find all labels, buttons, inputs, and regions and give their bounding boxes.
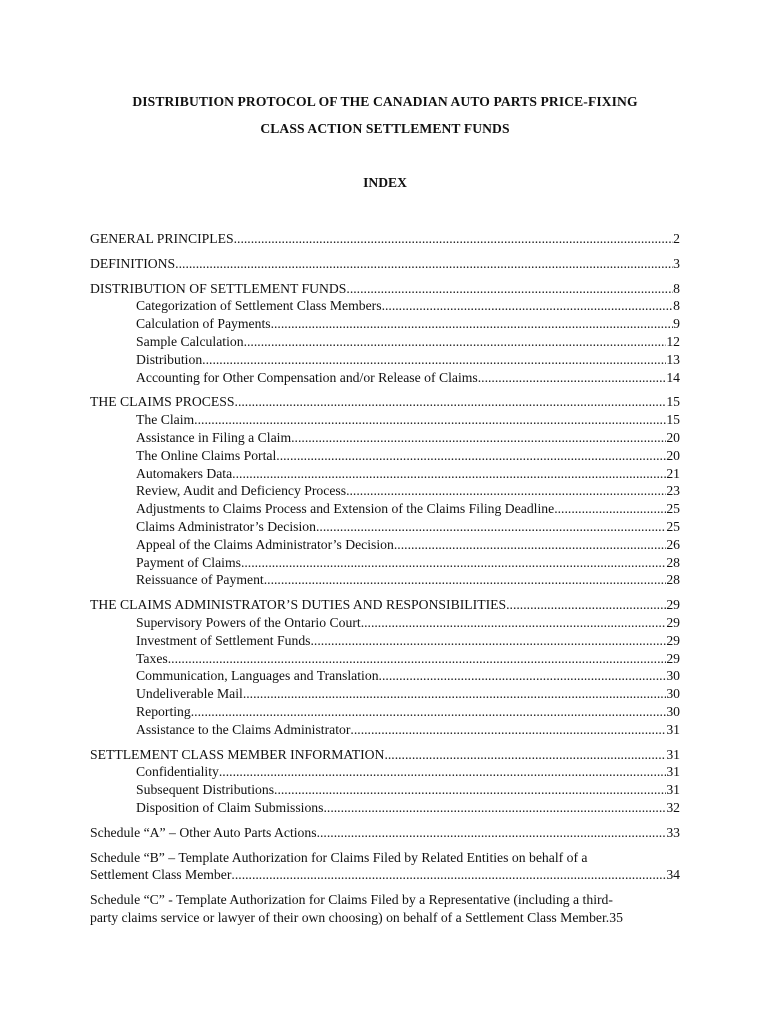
toc-entry-page: 3: [673, 255, 680, 271]
toc-subentry-page: 31: [666, 721, 680, 737]
toc-subentry-label: Categorization of Settlement Class Members: [136, 298, 382, 314]
toc-entry-label-line-1: Schedule “C” - Template Authorization for Claims Filed by a Representative (including a third-: [90, 892, 613, 908]
toc-subentry-page: 26: [666, 536, 680, 552]
toc-subentry: [90, 632, 680, 650]
toc-subentry: [90, 500, 680, 518]
toc-subentry-label: Undeliverable Mail: [136, 686, 243, 702]
table-of-contents: [90, 230, 680, 934]
toc-subentry: [90, 799, 680, 817]
dot-leader: [350, 721, 666, 739]
toc-entry-page: 33: [666, 824, 680, 840]
dot-leader: [379, 667, 667, 685]
toc-subentry-page: 31: [666, 782, 680, 798]
toc-subentry-page: 25: [666, 501, 680, 517]
toc-section-claims-process: [90, 393, 680, 589]
toc-subentry-label: Confidentiality: [136, 764, 219, 780]
dot-leader: [194, 411, 666, 429]
toc-entry: [90, 866, 680, 884]
toc-subentry: [90, 482, 680, 500]
dot-leader: [264, 571, 667, 589]
toc-subentry: [90, 685, 680, 703]
toc-subentry-page: 21: [666, 465, 680, 481]
toc-entry: [90, 824, 680, 842]
dot-leader: [382, 297, 674, 315]
toc-entry-page: 2: [673, 231, 680, 246]
toc-subentry-label: Assistance to the Claims Administrator: [136, 721, 351, 737]
dot-leader: [271, 315, 674, 333]
toc-entry-page: 29: [666, 597, 680, 613]
toc-subentry: [90, 667, 680, 685]
toc-subentry-label: Calculation of Payments: [136, 316, 271, 332]
toc-subentry-page: 14: [666, 369, 680, 385]
toc-section-definitions: [90, 255, 680, 273]
toc-subentry-page: 12: [666, 333, 680, 349]
toc-subentry-label: Review, Audit and Deficiency Process: [136, 483, 347, 499]
toc-schedule-a: [90, 824, 680, 842]
dot-leader: [231, 866, 666, 884]
dot-leader: [384, 746, 666, 764]
toc-subentry-page: 29: [666, 632, 680, 648]
toc-entry: [90, 746, 680, 764]
dot-leader: [191, 703, 667, 721]
toc-subentry-page: 30: [666, 686, 680, 702]
toc-subentry-page: 25: [666, 518, 680, 534]
toc-subentry-page: 15: [666, 412, 680, 428]
toc-subentry-page: 8: [673, 298, 680, 314]
toc-subentry: [90, 315, 680, 333]
toc-subentry: [90, 369, 680, 387]
toc-subentry-label: Taxes: [136, 650, 168, 666]
dot-leader: [234, 230, 674, 248]
toc-subentry: [90, 703, 680, 721]
toc-subentry-page: 28: [666, 554, 680, 570]
toc-subentry: [90, 351, 680, 369]
dot-leader: [232, 465, 666, 483]
toc-entry-label: THE CLAIMS PROCESS: [90, 394, 235, 410]
toc-subentry-label: Reporting: [136, 703, 191, 719]
toc-subentry: [90, 518, 680, 536]
toc-entry: [90, 230, 680, 248]
toc-subentry: [90, 536, 680, 554]
toc-schedule-c: [90, 891, 680, 927]
toc-subentry-page: 30: [666, 703, 680, 719]
toc-entry: [90, 909, 680, 927]
dot-leader: [361, 614, 667, 632]
toc-entry-label-line-2: Settlement Class Member: [90, 867, 232, 883]
toc-subentry-label: Sample Calculation: [136, 333, 244, 349]
toc-entry-page: 35: [609, 909, 623, 925]
toc-subentry-page: 13: [666, 351, 680, 367]
dot-leader: [243, 685, 667, 703]
toc-entry-label: SETTLEMENT CLASS MEMBER INFORMATION: [90, 746, 385, 762]
dot-leader: [241, 554, 666, 572]
dot-leader: [244, 333, 667, 351]
toc-subentry-label: Subsequent Distributions: [136, 782, 275, 798]
dot-leader: [394, 536, 666, 554]
toc-subentry-label: The Claim: [136, 412, 195, 428]
toc-entry-label: DISTRIBUTION OF SETTLEMENT FUNDS: [90, 280, 347, 296]
toc-subentry: [90, 554, 680, 572]
dot-leader: [274, 781, 666, 799]
toc-subentry-label: The Online Claims Portal: [136, 447, 277, 463]
toc-subentry-label: Claims Administrator’s Decision: [136, 518, 316, 534]
toc-entry: [90, 280, 680, 298]
toc-entry-page: 8: [673, 280, 680, 296]
dot-leader: [506, 596, 666, 614]
toc-subentry-page: 9: [673, 316, 680, 332]
toc-section-member-info: [90, 746, 680, 817]
toc-subentry: [90, 781, 680, 799]
toc-subentry-page: 28: [666, 572, 680, 588]
toc-entry: [90, 393, 680, 411]
dot-leader: [478, 369, 667, 387]
toc-subentry-label: Investment of Settlement Funds: [136, 632, 311, 648]
dot-leader: [291, 429, 666, 447]
dot-leader: [276, 447, 666, 465]
toc-subentry: [90, 614, 680, 632]
toc-subentry: [90, 571, 680, 589]
toc-subentry: [90, 333, 680, 351]
toc-entry-label: THE CLAIMS ADMINISTRATOR’S DUTIES AND RESPONSIBILITIES: [90, 597, 507, 613]
toc-subentry-page: 23: [666, 483, 680, 499]
toc-entry-label: DEFINITIONS: [90, 255, 176, 271]
toc-subentry-page: 20: [666, 429, 680, 445]
toc-subentry-label: Distribution: [136, 351, 203, 367]
document-title-line-1: DISTRIBUTION PROTOCOL OF THE CANADIAN AUTO PARTS PRICE-FIXING: [132, 94, 638, 109]
toc-subentry-label: Appeal of the Claims Administrator’s Decision: [136, 536, 394, 552]
dot-leader: [323, 799, 666, 817]
dot-leader: [554, 500, 666, 518]
toc-section-distribution: [90, 280, 680, 387]
toc-section-general: [90, 230, 680, 248]
dot-leader: [235, 393, 667, 411]
toc-subentry: [90, 447, 680, 465]
toc-entry-page: 31: [666, 746, 680, 762]
toc-subentry: [90, 429, 680, 447]
toc-entry-label-line-1: Schedule “B” – Template Authorization for Claims Filed by Related Entities on behalf of a: [90, 849, 588, 865]
toc-subentry-label: Assistance in Filing a Claim: [136, 429, 292, 445]
toc-entry: [90, 255, 680, 273]
toc-schedule-b: [90, 849, 680, 885]
toc-entry-label: Schedule “A” – Other Auto Parts Actions: [90, 824, 317, 840]
toc-entry: [90, 596, 680, 614]
toc-entry-label: GENERAL PRINCIPLES: [90, 231, 234, 246]
toc-entry-page: 15: [666, 394, 680, 410]
dot-leader: [168, 650, 667, 668]
toc-subentry: [90, 297, 680, 315]
toc-subentry: [90, 721, 680, 739]
toc-subentry-label: Payment of Claims: [136, 554, 241, 570]
toc-subentry: [90, 763, 680, 781]
dot-leader: [346, 482, 666, 500]
toc-subentry-label: Accounting for Other Compensation and/or Release of Claims: [136, 369, 478, 385]
toc-subentry: [90, 465, 680, 483]
toc-entry-page: 34: [666, 867, 680, 883]
toc-subentry-page: 29: [666, 614, 680, 630]
toc-subentry-label: Supervisory Powers of the Ontario Court: [136, 614, 361, 630]
dot-leader: [219, 763, 666, 781]
toc-subentry-label: Communication, Languages and Translation: [136, 668, 379, 684]
toc-subentry-label: Reissuance of Payment: [136, 572, 264, 588]
toc-subentry-page: 29: [666, 650, 680, 666]
dot-leader: [175, 255, 673, 273]
toc-subentry: [90, 411, 680, 429]
toc-subentry-page: 30: [666, 668, 680, 684]
toc-subentry-label: Adjustments to Claims Process and Extension of the Claims Filing Deadline: [136, 501, 555, 517]
dot-leader: [202, 351, 666, 369]
document-title-line-2: CLASS ACTION SETTLEMENT FUNDS: [260, 121, 510, 136]
dot-leader: [317, 824, 667, 842]
dot-leader: [316, 518, 666, 536]
dot-leader: [346, 280, 673, 298]
toc-subentry: [90, 650, 680, 668]
toc-subentry-label: Automakers Data: [136, 465, 233, 481]
toc-section-administrator: [90, 596, 680, 738]
toc-subentry-page: 20: [666, 447, 680, 463]
toc-subentry-label: Disposition of Claim Submissions: [136, 799, 324, 815]
index-heading: INDEX: [363, 175, 407, 190]
toc-subentry-page: 32: [666, 799, 680, 815]
toc-subentry-page: 31: [666, 764, 680, 780]
dot-leader: [311, 632, 667, 650]
toc-entry-label-line-2: party claims service or lawyer of their own choosing) on behalf of a Settlement Class Member.: [90, 909, 610, 925]
